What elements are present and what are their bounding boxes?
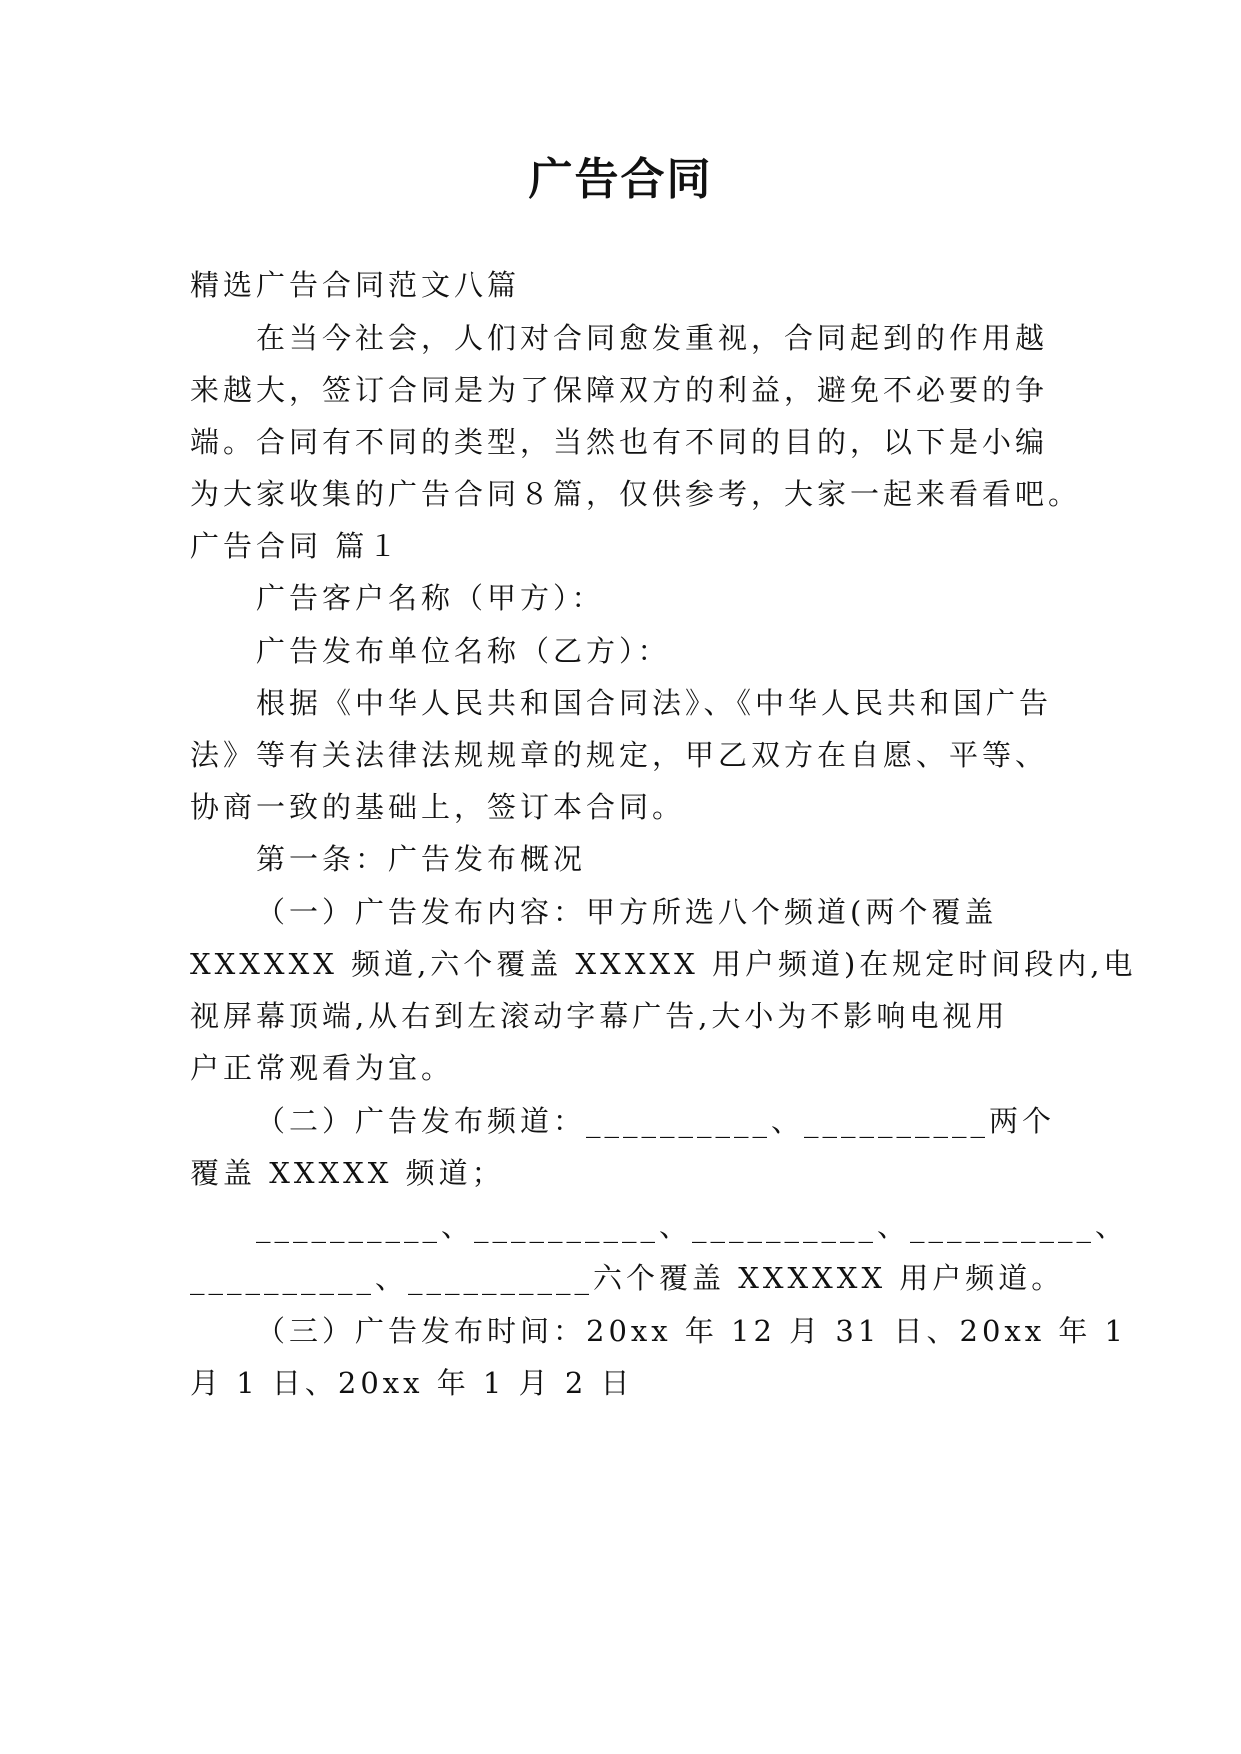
subtitle-line: 精选广告合同范文八篇 <box>190 268 521 302</box>
clause-3-line-2: 月 1 日、20xx 年 1 月 2 日 <box>190 1366 634 1400</box>
clause-2-line-1: （二）广告发布频道：__________、__________两个 <box>256 1104 1056 1138</box>
basis-line-2: 法》等有关法律法规规章的规定，甲乙双方在自愿、平等、 <box>190 738 1049 772</box>
intro-line-1: 在当今社会，人们对合同愈发重视，合同起到的作用越 <box>256 321 1049 355</box>
basis-line-3: 协商一致的基础上，签订本合同。 <box>190 790 686 824</box>
clause-2-blanks-line-1: __________、__________、__________、__________、 <box>256 1209 1129 1243</box>
section-heading: 广告合同 篇１ <box>190 529 402 563</box>
clause-3-line-1: （三）广告发布时间：20xx 年 12 月 31 日、20xx 年 1 <box>256 1314 1128 1348</box>
basis-line-1: 根据《中华人民共和国合同法》、《中华人民共和国广告 <box>256 686 1053 720</box>
intro-line-4: 为大家收集的广告合同８篇，仅供参考，大家一起来看看吧。 <box>190 477 1082 511</box>
intro-line-3: 端。合同有不同的类型，当然也有不同的目的，以下是小编 <box>190 425 1049 459</box>
clause-2-line-2: 覆盖 XXXXX 频道； <box>190 1156 505 1190</box>
clause-2-blanks-line-2: __________、__________六个覆盖 XXXXXX 用户频道。 <box>190 1261 1065 1295</box>
clause-1-line-1: （一）广告发布内容：甲方所选八个频道(两个覆盖 <box>256 895 998 929</box>
party-b-line: 广告发布单位名称（乙方）： <box>256 634 671 668</box>
clause-1-line-3: 视屏幕顶端,从右到左滚动字幕广告,大小为不影响电视用 <box>190 999 1009 1033</box>
clause-1-line-4: 户正常观看为宜。 <box>190 1051 455 1085</box>
document-title: 广告合同 <box>528 154 713 205</box>
clause-1-line-2: XXXXXX 频道,六个覆盖 XXXXX 用户频道)在规定时间段内,电 <box>190 947 1137 981</box>
intro-line-2: 来越大，签订合同是为了保障双方的利益，避免不必要的争 <box>190 373 1049 407</box>
party-a-line: 广告客户名称（甲方）： <box>256 581 605 615</box>
article-1-heading: 第一条：广告发布概况 <box>256 842 587 876</box>
